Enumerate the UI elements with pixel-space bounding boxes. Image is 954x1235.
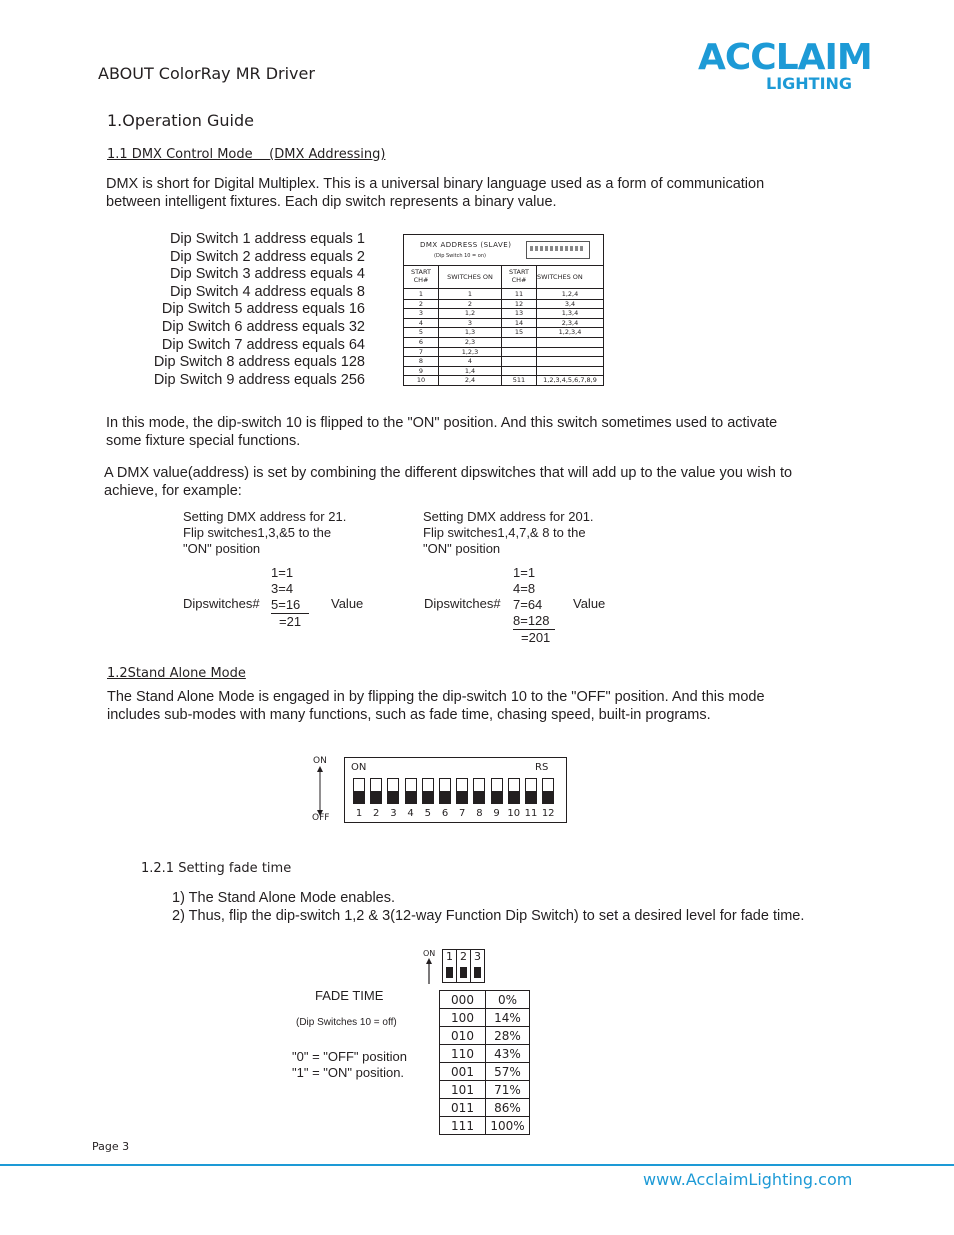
dip-switch-1 xyxy=(353,778,365,804)
list-item: Dip Switch 3 address equals 4 xyxy=(169,266,365,283)
dip-switch-5 xyxy=(422,778,434,804)
table-cell: 8 xyxy=(418,357,424,366)
fade-percent: 57% xyxy=(486,1063,530,1081)
dip-switch-3: 3 xyxy=(470,949,485,983)
table-cell: 1,2 xyxy=(464,309,476,318)
switch-on-label: ON xyxy=(351,762,367,773)
mini-dip-switch-icon xyxy=(526,241,590,259)
fade-percent: 100% xyxy=(486,1117,530,1135)
table-cell: 3,4 xyxy=(564,299,576,308)
table-row xyxy=(440,1027,530,1045)
list-item: Dip Switch 2 address equals 2 xyxy=(169,248,365,265)
switch-number: 7 xyxy=(459,808,466,819)
list-item: Dip Switch 9 address equals 256 xyxy=(153,371,365,388)
table-cell: 3 xyxy=(418,309,424,318)
subsection-title-dmx-control: 1.1 DMX Control Mode (DMX Addressing) xyxy=(107,147,386,162)
value-line: 8=128 xyxy=(513,613,555,630)
column-header: SWITCHES ON xyxy=(537,273,583,281)
dip-switch-8 xyxy=(473,778,485,804)
dip-switch-1: 1 xyxy=(442,949,457,983)
table-cell: 9 xyxy=(418,366,424,375)
table-cell: 4 xyxy=(467,357,473,366)
step-line: 2) Thus, flip the dip-switch 1,2 & 3(12-way Function Dip Switch) to set a desired level for fade time. xyxy=(172,907,805,924)
intro-line: between intelligent fixtures. Each dip switch represents a binary value. xyxy=(106,193,557,210)
switch-number: 5 xyxy=(424,808,431,819)
table-row xyxy=(440,1009,530,1027)
example-201-description xyxy=(423,509,594,557)
table-cell: 13 xyxy=(514,309,524,318)
table-row xyxy=(440,991,530,1009)
fade-code: 101 xyxy=(440,1081,486,1099)
value-line: 1=1 xyxy=(513,565,536,580)
column-header: START CH# xyxy=(410,268,432,284)
fade-code: 111 xyxy=(440,1117,486,1135)
up-arrow-icon xyxy=(424,958,434,984)
dip-switch-2 xyxy=(370,778,382,804)
table-cell: 2 xyxy=(418,299,424,308)
fade-code: 011 xyxy=(440,1099,486,1117)
fade-percent: 71% xyxy=(486,1081,530,1099)
list-item: Dip Switch 4 address equals 8 xyxy=(169,283,365,300)
paragraph-line: In this mode, the dip-switch 10 is flipped to the "ON" position. And this switch sometimes used to activate xyxy=(106,415,778,431)
fade-percent: 28% xyxy=(486,1027,530,1045)
document-header-title: ABOUT ColorRay MR Driver xyxy=(98,64,315,83)
table-cell: 1,3 xyxy=(464,328,476,337)
fade-time-title: FADE TIME xyxy=(315,988,384,1003)
example-21-description xyxy=(183,509,346,557)
table-cell: 1,3,4 xyxy=(561,309,579,318)
acclaim-logo: ACCLAIM xyxy=(698,37,872,78)
value-total: =21 xyxy=(279,614,302,629)
dip-switch-3 xyxy=(387,778,399,804)
fade-percent: 0% xyxy=(486,991,530,1009)
fade-steps xyxy=(172,890,804,925)
dmx-address-table xyxy=(403,234,604,386)
fade-percent: 43% xyxy=(486,1045,530,1063)
dip-switch-10 xyxy=(508,778,520,804)
switch-number: 8 xyxy=(476,808,483,819)
legend-line: "1" = "ON" position. xyxy=(292,1065,405,1080)
dip-switch-7 xyxy=(456,778,468,804)
example-line: "ON" position xyxy=(183,541,261,556)
dip-switch-2: 2 xyxy=(456,949,471,983)
table-cell: 1,2,3 xyxy=(461,347,479,356)
table-cell: 14 xyxy=(514,318,524,327)
fade-time-subtitle: (Dip Switches 10 = off) xyxy=(296,1017,397,1028)
stand-alone-paragraph xyxy=(107,689,765,724)
table-cell: 4 xyxy=(418,318,424,327)
dip-switch-address-list xyxy=(120,231,365,389)
step-line: 1) The Stand Alone Mode enables. xyxy=(172,890,396,906)
fade-time-table xyxy=(439,990,530,1135)
dmx-value-paragraph xyxy=(104,465,792,500)
footer-divider xyxy=(0,1164,954,1166)
table-cell: 2 xyxy=(467,299,473,308)
lighting-logo: LIGHTING xyxy=(766,74,853,93)
twelve-way-dip-switch xyxy=(344,757,567,823)
value-line: 5=16 xyxy=(271,597,309,614)
value-line: 7=64 xyxy=(513,597,543,612)
section-title-operation-guide: 1.Operation Guide xyxy=(107,111,254,130)
column-header: SWITCHES ON xyxy=(447,273,493,281)
example-line: Flip switches1,3,&5 to the xyxy=(183,525,332,540)
list-item: Dip Switch 7 address equals 64 xyxy=(161,336,365,353)
list-item: Dip Switch 1 address equals 1 xyxy=(169,231,365,247)
switch-number: 2 xyxy=(373,808,380,819)
value-label: Value xyxy=(573,596,606,611)
list-item: Dip Switch 5 address equals 16 xyxy=(161,301,365,318)
table-cell: 1 xyxy=(467,290,473,298)
paragraph-line: includes sub-modes with many functions, such as fade time, chasing speed, built-in programs. xyxy=(107,706,711,723)
fade-code: 110 xyxy=(440,1045,486,1063)
example-line: "ON" position xyxy=(423,541,501,556)
table-row xyxy=(440,1063,530,1081)
fade-code: 001 xyxy=(440,1063,486,1081)
table-cell: 10 xyxy=(416,376,426,385)
on-off-arrow-icon xyxy=(314,766,326,816)
value-line: 3=4 xyxy=(271,581,294,596)
dip-switch-9 xyxy=(491,778,503,804)
page-number: Page 3 xyxy=(92,1140,130,1153)
table-cell: 3 xyxy=(467,318,473,327)
switch-number: 1 xyxy=(355,808,363,819)
table-cell: 6 xyxy=(418,338,424,346)
table-cell: 1,2,4 xyxy=(561,290,579,298)
switch-number: 4 xyxy=(407,808,414,819)
off-label: OFF xyxy=(312,813,330,823)
value-line: 4=8 xyxy=(513,581,536,596)
dmx-table-title: DMX ADDRESS (SLAVE) xyxy=(420,241,512,249)
table-row xyxy=(440,1045,530,1063)
table-cell: 2,4 xyxy=(464,376,476,385)
fade-code: 000 xyxy=(440,991,486,1009)
switch-number: 10 xyxy=(507,808,521,819)
switch-rs-label: RS xyxy=(535,762,549,773)
value-label: Value xyxy=(331,596,364,611)
dip10-paragraph xyxy=(106,415,777,450)
switch-number: 12 xyxy=(541,808,555,819)
table-cell: 511 xyxy=(512,376,526,385)
switch-number: 6 xyxy=(441,808,449,819)
table-cell: 15 xyxy=(514,328,524,337)
dip-switch-6 xyxy=(439,778,451,804)
switch-number: 3 xyxy=(390,808,397,819)
table-cell: 1 xyxy=(418,290,424,298)
paragraph-line: A DMX value(address) is set by combining the different dipswitches that will add up to the value you wish to xyxy=(104,465,793,481)
fade-percent: 86% xyxy=(486,1099,530,1117)
table-cell: 1,2,3,4,5,6,7,8,9 xyxy=(543,376,597,385)
example-21-values xyxy=(271,565,309,630)
intro-line: DMX is short for Digital Multiplex. This is a universal binary language used as a form of communication xyxy=(106,176,765,192)
website-link[interactable]: www.AcclaimLighting.com xyxy=(643,1170,853,1189)
table-row xyxy=(440,1081,530,1099)
example-201-values xyxy=(513,565,555,646)
table-cell: 2,3,4 xyxy=(561,318,579,327)
table-row xyxy=(440,1099,530,1117)
fade-percent: 14% xyxy=(486,1009,530,1027)
table-row xyxy=(440,1117,530,1135)
subsection-title-fade-time: 1.2.1 Setting fade time xyxy=(141,861,292,876)
switch-number: 9 xyxy=(493,808,500,819)
paragraph-line: some fixture special functions. xyxy=(106,432,301,449)
table-cell: 2,3 xyxy=(464,338,476,346)
table-cell: 1,2,3,4 xyxy=(558,328,582,337)
list-item: Dip Switch 6 address equals 32 xyxy=(161,318,365,335)
dipswitches-label: Dipswitches# xyxy=(424,596,501,611)
small-on-label: ON xyxy=(423,949,436,958)
legend xyxy=(292,1049,407,1081)
dip-switch-11 xyxy=(525,778,537,804)
table-cell: 11 xyxy=(514,290,524,298)
dipswitches-label: Dipswitches# xyxy=(183,596,260,611)
paragraph-line: achieve, for example: xyxy=(104,482,242,499)
fade-code: 100 xyxy=(440,1009,486,1027)
table-cell: 12 xyxy=(514,299,524,308)
example-line: Setting DMX address for 21. xyxy=(183,509,347,524)
dip-switch-12 xyxy=(542,778,554,804)
example-line: Setting DMX address for 201. xyxy=(423,509,594,524)
table-cell: 7 xyxy=(418,347,424,356)
paragraph-line: The Stand Alone Mode is engaged in by flipping the dip-switch 10 to the "OFF" position. And this mode xyxy=(107,689,765,705)
dmx-table-subtitle: (Dip Switch 10 = on) xyxy=(434,253,486,259)
example-line: Flip switches1,4,7,& 8 to the xyxy=(423,525,586,540)
value-line: 1=1 xyxy=(271,565,294,580)
list-item: Dip Switch 8 address equals 128 xyxy=(153,354,365,371)
column-header: START CH# xyxy=(508,268,530,284)
switch-number: 11 xyxy=(524,808,538,819)
table-cell: 5 xyxy=(418,328,424,337)
on-label: ON xyxy=(313,756,327,766)
value-total: =201 xyxy=(521,630,551,645)
intro-paragraph xyxy=(106,176,764,211)
subsection-title-stand-alone: 1.2Stand Alone Mode xyxy=(107,666,246,681)
legend-line: "0" = "OFF" position xyxy=(292,1049,407,1064)
fade-code: 010 xyxy=(440,1027,486,1045)
dip-switch-4 xyxy=(405,778,417,804)
table-cell: 1,4 xyxy=(464,366,476,375)
